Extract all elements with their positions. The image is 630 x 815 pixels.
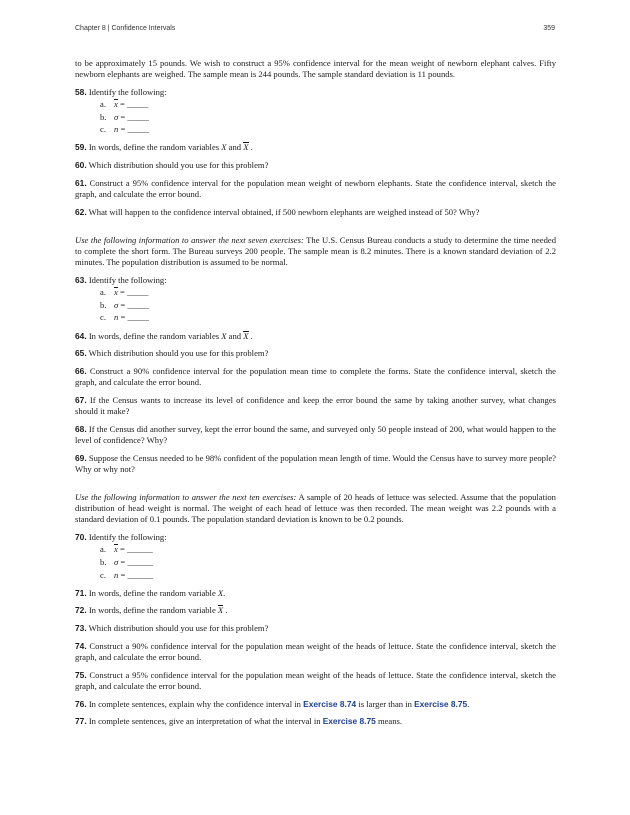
exercise-text: In complete sentences, explain why the confidence interval in — [88, 698, 301, 709]
exercise-69 — [75, 453, 556, 475]
exercise-number: 62. — [75, 206, 87, 217]
exercise-text: Construct a 90% confidence interval for the population mean time to complete the forms. State the confidence interval, sketch the graph, and calculate the error bound. — [75, 365, 556, 388]
exercise-number: 73. — [75, 623, 87, 634]
n-symbol: n — [114, 124, 119, 135]
exercise-number: 61. — [75, 177, 87, 188]
exercise-60 — [75, 160, 556, 171]
exercise-text: In complete sentences, give an interpretation of what the interval in — [88, 716, 321, 727]
exercise-70 — [75, 532, 556, 581]
exercise-text: Construct a 95% confidence interval for the population mean weight of newborn elephants. State the confidence interval, sketch the graph, and calculate the error bound. — [75, 177, 556, 199]
info-lead: Use the following information to answer the next ten exercises: — [75, 492, 297, 503]
sub-item-c: c. n = _____ — [100, 312, 149, 323]
answer-blank: = ______ — [119, 544, 153, 555]
exercise-67 — [75, 395, 556, 417]
exercise-number: 59. — [75, 142, 87, 153]
exercise-text: If the Census did another survey, kept the error bound the same, and surveyed only 50 people instead of 200, what would happen to the level of confidence? Why? — [75, 423, 556, 445]
exercise-text-end: means. — [377, 716, 403, 727]
info-text: The U.S. Census Bureau conducts a study to determine the time needed to complete the short form. The Bureau surveys 200 people. The sample mean is 8.2 minutes. There is a known standard deviation of 2.2 minutes. The population distribution is assumed to be normal. — [75, 234, 557, 268]
exercise-63 — [75, 275, 556, 324]
sub-item-a: a. x = ______ — [100, 544, 153, 555]
exercise-58 — [75, 87, 556, 136]
sub-item-a: a. x = _____ — [100, 287, 149, 298]
exercise-74 — [75, 641, 556, 663]
answer-blank: = _____ — [120, 312, 149, 323]
chapter-title: Chapter 8 | Confidence Intervals — [75, 25, 176, 32]
exercise-number: 77. — [75, 716, 87, 727]
exercise-text: If the Census wants to increase its level of confidence and keep the error bound the same by taking another survey, what changes should it make? — [75, 394, 556, 417]
exercise-62 — [75, 207, 556, 218]
exercise-number: 72. — [75, 605, 87, 616]
exercise-number: 75. — [75, 669, 87, 680]
punctuation: . — [250, 142, 253, 153]
x-bar-symbol: x — [114, 99, 118, 110]
page-content — [75, 58, 556, 727]
exercise-8-74-link[interactable]: Exercise 8.74 — [303, 698, 357, 709]
exercise-59 — [75, 142, 556, 153]
exercise-8-75-link[interactable]: Exercise 8.75 — [322, 716, 376, 727]
exercise-61 — [75, 178, 556, 200]
answer-blank: = ______ — [120, 556, 154, 567]
x-bar-symbol: X — [243, 330, 249, 341]
answer-blank: = _____ — [120, 111, 149, 122]
exercise-text: Identify the following: — [88, 532, 167, 543]
exercise-number: 58. — [75, 86, 87, 97]
punctuation: . — [225, 605, 228, 616]
exercise-64 — [75, 331, 556, 342]
exercise-text: Construct a 90% confidence interval for the population mean weight of the heads of lettuce. State the confidence interval, sketch the graph, and calculate the error bound. — [75, 640, 556, 662]
punctuation: . — [467, 698, 470, 709]
x-symbol: X — [221, 142, 227, 153]
exercise-text: In words, define the random variable — [88, 587, 216, 598]
exercise-number: 68. — [75, 423, 87, 434]
exercise-text: Suppose the Census needed to be 98% confident of the population mean length of time. Would the Census have to survey more people? Why or why not? — [75, 452, 556, 474]
exercise-text: What will happen to the confidence interval obtained, if 500 newborn elephants are weighed instead of 50? Why? — [88, 206, 480, 217]
exercise-number: 64. — [75, 330, 87, 341]
exercise-number: 74. — [75, 640, 87, 651]
exercise-65 — [75, 348, 556, 359]
sigma-symbol: σ — [114, 556, 119, 567]
punctuation: . — [250, 330, 253, 341]
exercise-75 — [75, 670, 556, 692]
x-bar-symbol: X — [217, 605, 224, 616]
answer-blank: = _____ — [120, 299, 149, 310]
n-symbol: n — [114, 312, 119, 323]
x-bar-symbol: x — [114, 287, 118, 298]
info-lead: Use the following information to answer the next seven exercises: — [75, 234, 304, 245]
exercise-number: 65. — [75, 348, 87, 359]
exercise-71 — [75, 588, 556, 599]
sub-item-b: b. σ = _____ — [100, 111, 149, 122]
exercise-73 — [75, 623, 556, 634]
exercise-76 — [75, 699, 556, 710]
exercise-text: Which distribution should you use for this problem? — [88, 623, 269, 634]
exercise-text: In words, define the random variable — [88, 605, 216, 616]
exercise-77 — [75, 716, 556, 727]
info-block-census — [75, 235, 556, 269]
exercise-text: Which distribution should you use for this problem? — [88, 348, 269, 359]
exercise-number: 60. — [75, 160, 87, 171]
exercise-text: Identify the following: — [88, 275, 167, 286]
sigma-symbol: σ — [114, 111, 119, 122]
x-symbol: X — [217, 587, 224, 598]
exercise-66 — [75, 366, 556, 388]
answer-blank: = _____ — [120, 124, 149, 135]
exercise-number: 71. — [75, 587, 87, 598]
conjunction: and — [228, 330, 242, 341]
exercise-number: 66. — [75, 365, 87, 376]
exercise-number: 76. — [75, 698, 87, 709]
exercise-68 — [75, 424, 556, 446]
exercise-8-75-link[interactable]: Exercise 8.75 — [414, 698, 468, 709]
exercise-text: Which distribution should you use for this problem? — [88, 160, 269, 171]
conjunction: and — [228, 142, 242, 153]
exercise-text: Construct a 95% confidence interval for the population mean weight of the heads of lettuce. State the confidence interval, sketch the graph, and calculate the error bound. — [75, 669, 556, 691]
answer-blank: = _____ — [119, 287, 149, 298]
info-block-lettuce — [75, 492, 556, 526]
x-symbol: X — [221, 330, 227, 341]
exercise-number: 63. — [75, 275, 87, 286]
exercise-text-mid: is larger than in — [358, 698, 412, 709]
sub-item-c: c. n = _____ — [100, 124, 149, 135]
exercise-72 — [75, 605, 556, 616]
sub-item-b: b. σ = _____ — [100, 299, 149, 310]
x-bar-symbol: x — [114, 544, 118, 555]
intro-continuation: to be approximately 15 pounds. We wish to construct a 95% confidence interval for the mean weight of newborn elephant calves. Fifty newborn elephants are weighed. The sample mean is 244 pounds. The sample standard deviation is 11 pounds. — [75, 58, 556, 80]
exercise-number: 70. — [75, 532, 87, 543]
page-number: 359 — [543, 25, 555, 32]
answer-blank: = ______ — [120, 569, 154, 580]
exercise-number: 67. — [75, 394, 87, 405]
sigma-symbol: σ — [114, 299, 119, 310]
sub-item-b: b. σ = ______ — [100, 556, 154, 567]
page-header — [75, 25, 555, 37]
exercise-text: In words, define the random variables — [88, 142, 220, 153]
sub-item-c: c. n = ______ — [100, 569, 154, 580]
exercise-text: In words, define the random variables — [88, 330, 220, 341]
x-bar-symbol: X — [243, 142, 249, 153]
punctuation: . — [223, 587, 226, 598]
info-text: A sample of 20 heads of lettuce was selected. Assume that the population distribution of head weight is normal. The weight of each head of lettuce was then recorded. The mean weight was 2.2 pounds with a standard deviation of 0.1 pounds. The population standard deviation is known to be 0.2 pounds. — [75, 492, 556, 525]
n-symbol: n — [114, 569, 119, 580]
exercise-text: Identify the following: — [88, 86, 167, 97]
exercise-number: 69. — [75, 452, 87, 463]
answer-blank: = _____ — [119, 99, 149, 110]
sub-item-a: a. x = _____ — [100, 99, 149, 110]
